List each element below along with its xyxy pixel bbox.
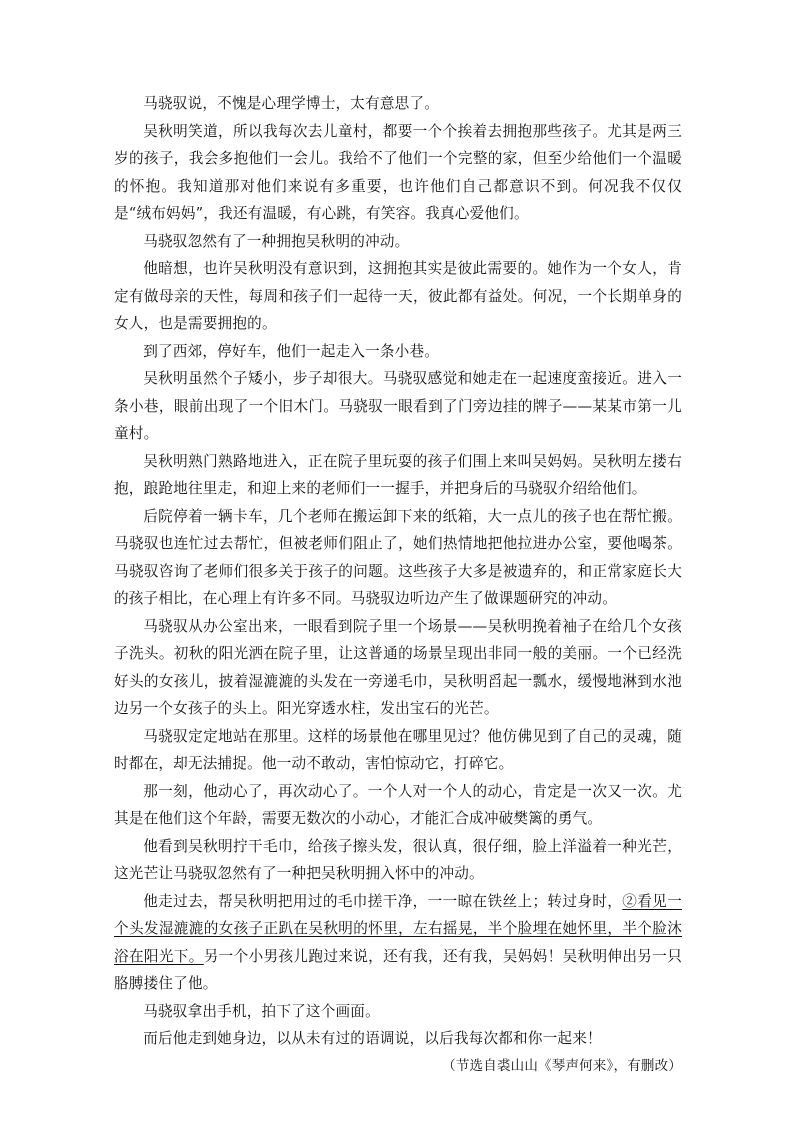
paragraph-3: 马骁驭忽然有了一种拥抱吴秋明的冲动。 <box>143 232 410 250</box>
paragraph-10: 马骁驭定定地站在那里。这样的场景他在哪里见过？他仿佛见到了自己的灵魂，随时都在，却无法捕捉。他一动不敢动，害怕惊动它，打碎它。 <box>114 727 682 772</box>
paragraph-14: 马骁驭拿出手机，拍下了这个画面。 <box>143 1002 380 1020</box>
paragraph-11: 那一刻，他动心了，再次动心了。一个人对一个人的动心，肯定是一次又一次。尤其是在他们这个年龄，需要无数次的小动心，才能汇合成冲破樊篱的勇气。 <box>114 782 682 827</box>
paragraph-13-after: 另一个小男孩儿跑过来说，还有我，还有我，吴妈妈！吴秋明伸出另一只胳膊搂住了他。 <box>114 947 683 992</box>
paragraph-7: 吴秋明熟门熟路地进入，正在院子里玩耍的孩子们围上来叫吴妈妈。吴秋明左搂右抱，踉跄地往里走，和迎上来的老师们一一握手，并把身后的马骁驭介绍给他们。 <box>114 452 682 497</box>
source-note: （节选自裘山山《琴声何来》，有删改） <box>442 1057 682 1074</box>
article-body <box>114 90 682 1080</box>
paragraph-8: 后院停着一辆卡车，几个老师在搬运卸下来的纸箱，大一点儿的孩子也在帮忙搬。马骁驭也连忙过去帮忙，但被老师们阻止了，她们热情地把他拉进办公室，要他喝茶。马骁驭咨询了老师们很多关于孩子的问题。这些孩子大多是被遗弃的，和正常家庭长大的孩子相比，在心理上有许多不同。马骁驭边听边产生了做课题研究的冲动。 <box>114 507 682 607</box>
paragraph-13 <box>114 888 682 998</box>
paragraph-13-before: 他走过去，帮吴秋明把用过的毛巾搓干净，一一晾在铁丝上；转过身时， <box>143 892 623 910</box>
paragraph-15: 而后他走到她身边，以从未有过的语调说，以后我每次都和你一起来！ <box>143 1030 602 1047</box>
paragraph-9: 马骁驭从办公室出来，一眼看到院子里一个场景——吴秋明挽着袖子在给几个女孩子洗头。初秋的阳光洒在院子里，让这普通的场景呈现出非同一般的美丽。一个已经洗好头的女孩儿，披着湿漉漉的头发在一旁递毛巾，吴秋明舀起一瓢水，缓慢地淋到水池边另一个女孩子的头上。阳光穿透水柱，发出宝石的光芒。 <box>114 617 682 717</box>
paragraph-12: 他看到吴秋明拧干毛巾，给孩子擦头发，很认真，很仔细，脸上洋溢着一种光芒，这光芒让马骁驭忽然有了一种把吴秋明拥入怀中的冲动。 <box>114 837 682 882</box>
paragraph-5: 到了西郊，停好车，他们一起走入一条小巷。 <box>143 342 440 360</box>
paragraph-6: 吴秋明虽然个子矮小，步子却很大。马骁驭感觉和她走在一起速度蛮接近。进入一条小巷，眼前出现了一个旧木门。马骁驭一眼看到了门旁边挂的牌子——某某市第一儿童村。 <box>114 370 682 442</box>
paragraph-1: 马骁驭说，不愧是心理学博士，太有意思了。 <box>143 95 440 112</box>
paragraph-4: 他暗想，也许吴秋明没有意识到，这拥抱其实是彼此需要的。她作为一个女人，肯定有做母亲的天性，每周和孩子们一起待一天，彼此都有益处。何况，一个长期单身的女人，也是需要拥抱的。 <box>114 260 682 332</box>
underlined-sentence-2: ②看见一个头发湿漉漉的女孩子正趴在吴秋明的怀里，左右摇晃，半个脸埋在她怀里，半个脸沐浴在阳光下。 <box>114 892 682 965</box>
paragraph-2: 吴秋明笑道，所以我每次去儿童村，都要一个个挨着去拥抱那些孩子。尤其是两三岁的孩子，我会多抱他们一会儿。我给不了他们一个完整的家，但至少给他们一个温暖的怀抱。我知道那对他们来说有多重要，也许他们自己都意识不到。何况我不仅仅是“绒布妈妈”，我还有温暖，有心跳，有笑容。我真心爱他们。 <box>114 122 682 222</box>
